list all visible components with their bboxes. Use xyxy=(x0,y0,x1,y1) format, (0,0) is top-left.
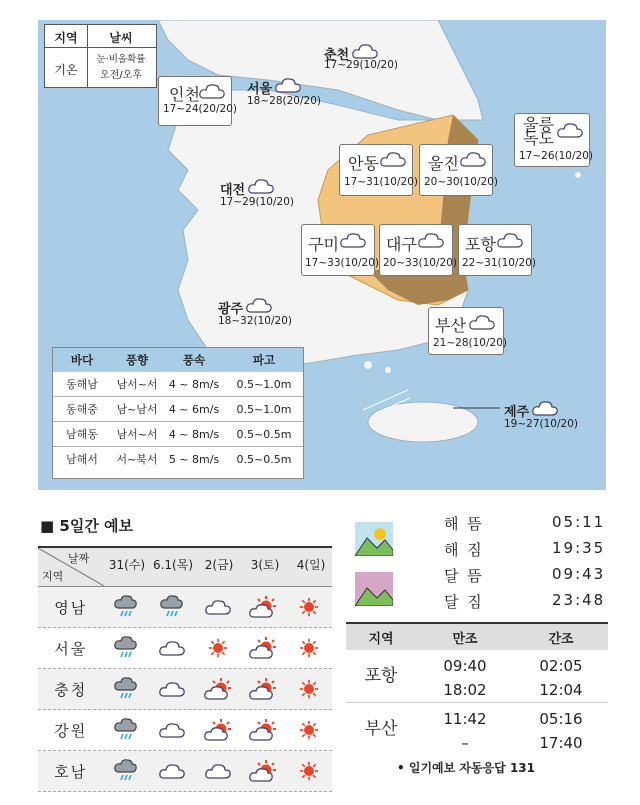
forecast-row xyxy=(38,587,332,628)
day-header: 2(금) xyxy=(204,558,234,572)
sun-icon xyxy=(286,638,332,658)
forecast-region: 충청 xyxy=(54,680,88,699)
city-seoul: 서울 18~28(20/20) xyxy=(247,77,321,107)
table-row: 동해중 남~남서 4 ~ 6m/s 0.5~1.0m xyxy=(53,397,303,422)
cloud-icon xyxy=(246,297,272,313)
legend-ampm: 오전/오후 xyxy=(99,70,142,81)
moonset-label: 달 짐 xyxy=(444,593,484,611)
cloud-icon xyxy=(195,598,241,616)
sea-conditions-table xyxy=(52,347,304,479)
day-header: 4(일) xyxy=(296,558,326,572)
tide-header: 지역 만조 간조 xyxy=(346,622,608,650)
forecast-row xyxy=(38,751,332,792)
sun-cloud-icon xyxy=(241,636,287,660)
forecast-row xyxy=(38,669,332,710)
sunrise-label: 해 뜸 xyxy=(444,515,484,533)
sun-cloud-icon xyxy=(241,677,287,701)
table-row: 동해남 남서~서 4 ~ 8m/s 0.5~1.0m xyxy=(53,372,303,397)
cloud-icon xyxy=(199,83,225,99)
map-legend xyxy=(44,24,157,88)
table-row: 남해동 남서~서 4 ~ 8m/s 0.5~0.5m xyxy=(53,422,303,447)
city-daegu: 대구 20~33(10/20) xyxy=(379,224,453,276)
moonset-time: 23:48 xyxy=(552,591,606,609)
city-jeju: 제주 19~27(10/20) xyxy=(504,400,578,430)
moonrise-moonset-icon xyxy=(355,572,393,606)
cloud-icon xyxy=(557,122,583,138)
cloud-icon xyxy=(149,762,195,780)
day-header: 3(토) xyxy=(250,558,280,572)
table-row: 부산 11:42 – 05:16 17:40 xyxy=(364,710,583,752)
day-header: 6.1(목) xyxy=(152,558,194,572)
cloud-icon xyxy=(248,178,274,194)
sun-icon xyxy=(286,597,332,617)
cloud-icon xyxy=(149,680,195,698)
forecast-row xyxy=(38,628,332,669)
cloud-icon xyxy=(497,232,523,248)
sunset-label: 해 짐 xyxy=(444,541,484,559)
table-row: 포항 09:40 18:02 02:05 12:04 xyxy=(346,650,608,703)
cloud-icon xyxy=(380,151,406,167)
rain-cloud-icon xyxy=(104,758,150,784)
city-incheon: 인천 17~24(20/20) xyxy=(158,76,232,126)
city-uljin: 울진 20~30(10/20) xyxy=(419,144,493,196)
forecast-region: 강원 xyxy=(54,721,88,740)
cloud-icon xyxy=(418,232,444,248)
moonrise-time: 09:43 xyxy=(552,565,606,583)
forecast-table xyxy=(38,546,332,792)
table-row: 남해서 서~북서 5 ~ 8m/s 0.5~0.5m xyxy=(66,452,292,466)
corner-date: 날짜 xyxy=(68,552,90,565)
legend-weather: 날씨 xyxy=(109,31,133,45)
city-andong: 안동 17~31(10/20) xyxy=(339,144,413,196)
cloud-icon xyxy=(352,43,378,59)
cloud-icon xyxy=(149,639,195,657)
cloud-icon xyxy=(275,77,301,93)
forecast-title: ■ 5일간 예보 xyxy=(40,517,134,535)
footer-hotline: • 일기예보 자동응답 131 xyxy=(397,761,535,775)
city-gwangju: 광주 18~32(10/20) xyxy=(218,297,292,327)
sunrise-time: 05:11 xyxy=(552,513,606,531)
corner-region: 지역 xyxy=(42,570,64,583)
sun-icon xyxy=(286,679,332,699)
legend-precip: 눈·비올확률 xyxy=(96,54,146,65)
sun-cloud-icon xyxy=(241,595,287,619)
moonrise-label: 달 뜸 xyxy=(444,567,484,585)
sun-icon xyxy=(286,761,332,781)
cloud-icon xyxy=(149,721,195,739)
sun-icon xyxy=(286,720,332,740)
legend-region: 지역 xyxy=(54,31,78,45)
day-header: 31(수) xyxy=(108,558,146,572)
cloud-icon xyxy=(532,400,558,416)
sun-cloud-icon xyxy=(195,677,241,701)
city-gumi: 구미 17~33(10/20) xyxy=(301,224,375,276)
sun-cloud-icon xyxy=(241,759,287,783)
cloud-icon xyxy=(460,151,486,167)
forecast-row xyxy=(38,710,332,751)
city-chuncheon: 춘천 17~29(10/20) xyxy=(324,43,398,71)
sunset-time: 19:35 xyxy=(552,539,606,557)
sun-cloud-icon xyxy=(195,718,241,742)
rain-cloud-icon xyxy=(104,635,150,661)
cloud-icon xyxy=(195,762,241,780)
forecast-region: 영남 xyxy=(54,598,88,617)
city-ulleung: 울릉 독도 17~26(10/20) xyxy=(514,113,590,167)
sunrise-sunset-icon xyxy=(355,522,393,556)
cloud-icon xyxy=(340,232,366,248)
sun-icon xyxy=(195,638,241,658)
rain-cloud-icon xyxy=(104,717,150,743)
rain-cloud-icon xyxy=(104,676,150,702)
forecast-header xyxy=(38,546,332,587)
rain-cloud-icon xyxy=(149,594,195,620)
forecast-region: 호남 xyxy=(54,762,88,781)
city-daejeon: 대전 17~29(10/20) xyxy=(220,178,294,208)
rain-cloud-icon xyxy=(104,594,150,620)
sun-cloud-icon xyxy=(241,718,287,742)
tide-table xyxy=(346,622,608,755)
legend-temp: 기온 xyxy=(54,63,78,77)
city-pohang: 포항 22~31(10/20) xyxy=(458,224,532,276)
city-busan: 부산 21~28(10/20) xyxy=(428,307,504,355)
cloud-icon xyxy=(469,314,495,330)
forecast-region: 서울 xyxy=(54,639,88,658)
sea-header: 바다 풍향 풍속 파고 xyxy=(53,348,303,372)
